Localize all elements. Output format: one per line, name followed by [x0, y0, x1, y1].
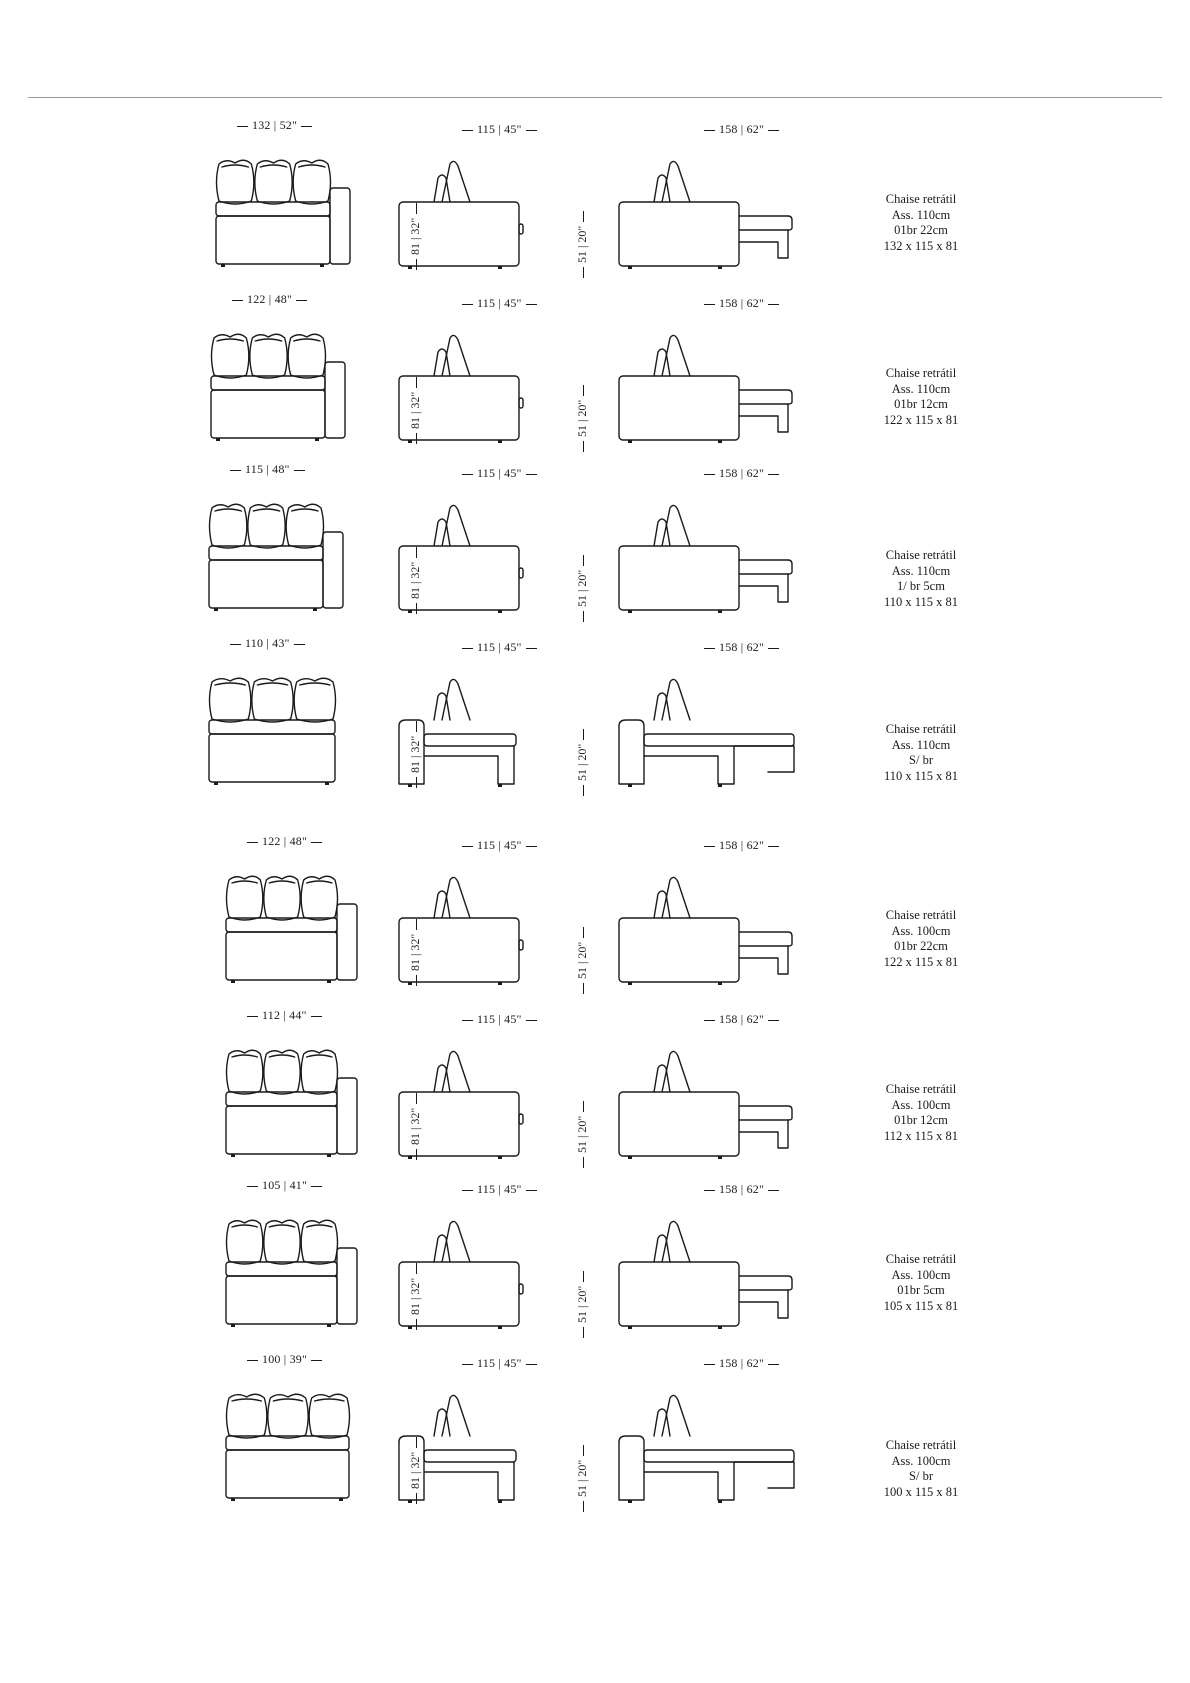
side-view-drawing [398, 1218, 588, 1328]
foot [214, 782, 218, 785]
seat-cushion [644, 734, 794, 746]
foot [216, 438, 220, 441]
arm-handle [519, 398, 523, 408]
variant-description [856, 366, 986, 428]
back-cushion [301, 1220, 337, 1264]
seat-height-dimension [575, 385, 590, 452]
side-view-drawing [398, 332, 588, 442]
seat-height-dimension-label: 51 | 20" [575, 941, 589, 979]
side-view-drawing [398, 1392, 588, 1502]
back-cushion [662, 1395, 690, 1436]
seat-cushion [644, 1450, 794, 1462]
back-cushion [227, 876, 263, 920]
chaise-base [739, 574, 788, 602]
foot [498, 1326, 502, 1329]
foot [231, 1498, 235, 1501]
height-dimension-label: 81 | 32" [408, 217, 422, 255]
front-width-dimension-label: 105 | 41" [262, 1178, 308, 1192]
front-view-drawing [225, 1218, 367, 1328]
back-cushion [248, 504, 285, 548]
front-width-dimension [232, 292, 307, 307]
front-width-dimension-label: 100 | 39" [262, 1352, 308, 1366]
base-profile [619, 726, 734, 784]
back-cushion [654, 693, 670, 720]
arm-handle [519, 1284, 523, 1294]
arm-panel [619, 376, 739, 440]
front-view-drawing [208, 502, 353, 612]
foot [628, 982, 632, 985]
variant-row [0, 834, 1190, 1009]
arm-handle [519, 1114, 523, 1124]
armrest [323, 532, 343, 608]
height-dimension-label: 81 | 32" [408, 1107, 422, 1145]
back-frame [619, 1436, 644, 1472]
side-depth-dimension-label: 115 | 45" [477, 122, 522, 136]
back-cushion [662, 335, 690, 376]
front-view-drawing [225, 874, 367, 984]
side-view-open-drawing [618, 332, 808, 442]
back-cushion [286, 504, 323, 548]
back-frame [619, 720, 644, 756]
front-width-dimension [247, 1352, 322, 1367]
back-cushion [662, 505, 690, 546]
foot [339, 1498, 343, 1501]
arm-panel [619, 918, 739, 982]
variant-row [0, 292, 1190, 467]
open-depth-dimension [704, 1182, 779, 1197]
side-view-open-drawing [618, 502, 808, 612]
open-depth-dimension-label: 158 | 62" [719, 466, 765, 480]
armrest [330, 188, 350, 264]
front-width-dimension [247, 1178, 322, 1193]
foot [718, 1500, 722, 1503]
foot [327, 1324, 331, 1327]
height-dimension-label: 81 | 32" [408, 391, 422, 429]
open-depth-dimension [704, 122, 779, 137]
back-cushion [654, 891, 670, 918]
back-cushion [662, 877, 690, 918]
back-cushion [210, 678, 251, 722]
back-cushion [662, 1051, 690, 1092]
variant-description [856, 908, 986, 970]
seat-height-dimension [575, 555, 590, 622]
back-cushion [654, 349, 670, 376]
front-width-dimension [230, 462, 305, 477]
chaise-base [739, 1290, 788, 1318]
variant-description [856, 192, 986, 254]
foot [498, 982, 502, 985]
foot [628, 1326, 632, 1329]
foot [231, 1324, 235, 1327]
back-cushion [442, 1051, 470, 1092]
foot [327, 1154, 331, 1157]
back-cushion [288, 334, 325, 378]
back-cushion [252, 678, 293, 722]
description-line: 110 x 115 x 81 [883, 768, 959, 783]
description-line: 122 x 115 x 81 [883, 954, 959, 969]
foot [221, 264, 225, 267]
foot [214, 608, 218, 611]
back-cushion [442, 505, 470, 546]
back-cushion [293, 160, 330, 204]
open-depth-dimension-label: 158 | 62" [719, 640, 765, 654]
foot [231, 980, 235, 983]
description-line: 122 x 115 x 81 [883, 412, 959, 427]
back-cushion [442, 1395, 470, 1436]
back-cushion [227, 1220, 263, 1264]
description-line: 105 x 115 x 81 [883, 1298, 959, 1313]
description-line: Ass. 100cm [891, 1267, 951, 1282]
variant-row [0, 1352, 1190, 1527]
foot [498, 1500, 502, 1503]
description-line: 132 x 115 x 81 [883, 238, 959, 253]
seat-height-dimension-label: 51 | 20" [575, 399, 589, 437]
side-depth-dimension-label: 115 | 45" [477, 296, 522, 310]
chaise-extension [739, 1106, 792, 1120]
arm-panel [619, 546, 739, 610]
foot [718, 440, 722, 443]
back-cushion [227, 1050, 263, 1094]
description-line: 112 x 115 x 81 [883, 1128, 959, 1143]
back-cushion [434, 519, 450, 546]
height-dimension [408, 547, 423, 614]
arm-handle [519, 940, 523, 950]
front-width-dimension-label: 110 | 43" [245, 636, 290, 650]
description-line: Ass. 100cm [891, 1097, 951, 1112]
description-line: Chaise retrátil [885, 908, 957, 922]
back-cushion [442, 161, 470, 202]
front-width-dimension [247, 834, 322, 849]
side-depth-dimension-label: 115 | 45" [477, 1356, 522, 1370]
description-line: S/ br [909, 1469, 933, 1483]
height-dimension [408, 721, 423, 788]
back-cushion [294, 678, 335, 722]
back-cushion [654, 175, 670, 202]
side-view-drawing [398, 502, 588, 612]
description-line: 110 x 115 x 81 [883, 594, 959, 609]
side-view-drawing [398, 158, 588, 268]
open-depth-dimension [704, 640, 779, 655]
sofa-base [209, 560, 323, 608]
side-view-drawing [398, 1048, 588, 1158]
description-line: Ass. 110cm [891, 381, 951, 396]
foot [628, 1156, 632, 1159]
seat-height-dimension-label: 51 | 20" [575, 743, 589, 781]
chaise-base [739, 1120, 788, 1148]
open-depth-dimension-label: 158 | 62" [719, 1356, 765, 1370]
seat-height-dimension [575, 1101, 590, 1168]
front-view-drawing [225, 1048, 367, 1158]
chaise-extension [739, 216, 792, 230]
back-cushion [210, 504, 247, 548]
foot [628, 440, 632, 443]
foot [718, 982, 722, 985]
back-cushion [434, 891, 450, 918]
back-cushion [662, 679, 690, 720]
seat-height-dimension-label: 51 | 20" [575, 1115, 589, 1153]
height-dimension [408, 1437, 423, 1504]
description-line: Chaise retrátil [885, 192, 957, 206]
back-cushion [434, 1065, 450, 1092]
description-line: 1/ br 5cm [897, 579, 945, 593]
front-width-dimension-label: 112 | 44" [262, 1008, 307, 1022]
foot [498, 266, 502, 269]
foot [628, 266, 632, 269]
foot [718, 784, 722, 787]
arm-handle [519, 224, 523, 234]
foot [313, 608, 317, 611]
front-view-drawing [215, 158, 360, 268]
seat-height-dimension-label: 51 | 20" [575, 1285, 589, 1323]
back-cushion [227, 1394, 267, 1438]
chaise-extension [739, 1276, 792, 1290]
back-cushion [264, 1050, 300, 1094]
height-dimension-label: 81 | 32" [408, 1277, 422, 1315]
foot [327, 980, 331, 983]
height-dimension [408, 377, 423, 444]
back-cushion [654, 519, 670, 546]
side-view-open-drawing [618, 1392, 808, 1502]
side-view-open-drawing [618, 874, 808, 984]
armrest [337, 1248, 357, 1324]
front-width-dimension [230, 636, 305, 651]
back-cushion [662, 1221, 690, 1262]
chaise-base [739, 230, 788, 258]
open-depth-dimension [704, 466, 779, 481]
seat-height-dimension [575, 729, 590, 796]
height-dimension-label: 81 | 32" [408, 561, 422, 599]
seat-height-dimension [575, 211, 590, 278]
back-cushion [264, 876, 300, 920]
height-dimension [408, 919, 423, 986]
back-cushion [442, 1221, 470, 1262]
variant-description [856, 722, 986, 784]
arm-panel [619, 1092, 739, 1156]
description-line: 01br 22cm [894, 223, 948, 237]
variant-description [856, 1438, 986, 1500]
front-view-drawing [210, 332, 355, 442]
chaise-extension [734, 746, 794, 772]
side-view-open-drawing [618, 158, 808, 268]
seat-cushion [424, 734, 516, 746]
sofa-base [209, 734, 335, 782]
side-view-open-drawing [618, 1218, 808, 1328]
description-line: 01br 5cm [897, 1283, 945, 1297]
description-line: 100 x 115 x 81 [883, 1484, 959, 1499]
height-dimension [408, 203, 423, 270]
chaise-extension [739, 560, 792, 574]
open-depth-dimension-label: 158 | 62" [719, 296, 765, 310]
foot [718, 266, 722, 269]
side-depth-dimension [462, 838, 537, 853]
back-cushion [442, 877, 470, 918]
foot [628, 1500, 632, 1503]
foot [498, 784, 502, 787]
front-width-dimension [247, 1008, 322, 1023]
foot [498, 440, 502, 443]
back-cushion [442, 679, 470, 720]
front-width-dimension-label: 115 | 48" [245, 462, 290, 476]
side-depth-dimension [462, 1356, 537, 1371]
sofa-base [226, 1276, 337, 1324]
sofa-base [226, 1106, 337, 1154]
description-line: Ass. 110cm [891, 207, 951, 222]
header-divider [28, 97, 1162, 98]
chaise-base [739, 404, 788, 432]
variant-description [856, 1252, 986, 1314]
back-cushion [301, 1050, 337, 1094]
seat-height-dimension-label: 51 | 20" [575, 1459, 589, 1497]
seat-cushion [424, 1450, 516, 1462]
armrest [337, 904, 357, 980]
chaise-extension [739, 932, 792, 946]
foot [628, 784, 632, 787]
side-view-drawing [398, 874, 588, 984]
variant-row [0, 118, 1190, 293]
back-cushion [654, 1409, 670, 1436]
seat-height-dimension-label: 51 | 20" [575, 569, 589, 607]
open-depth-dimension-label: 158 | 62" [719, 122, 765, 136]
description-line: Ass. 110cm [891, 563, 951, 578]
side-view-open-drawing [618, 676, 808, 786]
front-width-dimension [237, 118, 312, 133]
chaise-extension [734, 1462, 794, 1488]
back-cushion [250, 334, 287, 378]
back-cushion [654, 1235, 670, 1262]
chaise-base [739, 946, 788, 974]
foot [498, 610, 502, 613]
side-depth-dimension [462, 640, 537, 655]
front-width-dimension-label: 132 | 52" [252, 118, 298, 132]
back-cushion [434, 349, 450, 376]
side-depth-dimension-label: 115 | 45" [477, 640, 522, 654]
seat-height-dimension [575, 1271, 590, 1338]
sofa-base [226, 1450, 349, 1498]
side-depth-dimension-label: 115 | 45" [477, 466, 522, 480]
description-line: Ass. 110cm [891, 737, 951, 752]
foot [231, 1154, 235, 1157]
height-dimension-label: 81 | 32" [408, 735, 422, 773]
armrest [337, 1078, 357, 1154]
variant-description [856, 548, 986, 610]
variant-description [856, 1082, 986, 1144]
description-line: Ass. 100cm [891, 1453, 951, 1468]
front-width-dimension-label: 122 | 48" [262, 834, 308, 848]
side-view-open-drawing [618, 1048, 808, 1158]
front-view-drawing [225, 1392, 367, 1502]
side-depth-dimension [462, 1012, 537, 1027]
open-depth-dimension-label: 158 | 62" [719, 1182, 765, 1196]
side-depth-dimension-label: 115 | 45" [477, 838, 522, 852]
description-line: Chaise retrátil [885, 1082, 957, 1096]
open-depth-dimension [704, 1012, 779, 1027]
side-depth-dimension [462, 1182, 537, 1197]
open-depth-dimension [704, 838, 779, 853]
height-dimension-label: 81 | 32" [408, 1451, 422, 1489]
arm-panel [619, 202, 739, 266]
foot [315, 438, 319, 441]
foot [325, 782, 329, 785]
description-line: 01br 22cm [894, 939, 948, 953]
back-cushion [654, 1065, 670, 1092]
open-depth-dimension-label: 158 | 62" [719, 1012, 765, 1026]
back-cushion [434, 1235, 450, 1262]
seat-height-dimension-label: 51 | 20" [575, 225, 589, 263]
side-depth-dimension [462, 466, 537, 481]
description-line: Chaise retrátil [885, 366, 957, 380]
back-cushion [255, 160, 292, 204]
foot [718, 1326, 722, 1329]
back-cushion [442, 335, 470, 376]
height-dimension-label: 81 | 32" [408, 933, 422, 971]
chaise-extension [739, 390, 792, 404]
seat-height-dimension [575, 927, 590, 994]
description-line: 01br 12cm [894, 397, 948, 411]
variant-row [0, 636, 1190, 811]
seat-height-dimension [575, 1445, 590, 1512]
back-cushion [264, 1220, 300, 1264]
height-dimension [408, 1093, 423, 1160]
sofa-base [226, 932, 337, 980]
back-cushion [309, 1394, 349, 1438]
back-cushion [268, 1394, 308, 1438]
back-cushion [434, 175, 450, 202]
back-cushion [217, 160, 254, 204]
description-line: Chaise retrátil [885, 722, 957, 736]
sofa-base [211, 390, 325, 438]
foot [718, 1156, 722, 1159]
front-view-drawing [208, 676, 353, 786]
side-depth-dimension-label: 115 | 45" [477, 1182, 522, 1196]
description-line: 01br 12cm [894, 1113, 948, 1127]
arm-panel [619, 1262, 739, 1326]
back-cushion [662, 161, 690, 202]
variant-row [0, 462, 1190, 637]
foot [718, 610, 722, 613]
sofa-base [216, 216, 330, 264]
foot [628, 610, 632, 613]
back-cushion [301, 876, 337, 920]
back-cushion [212, 334, 249, 378]
open-depth-dimension [704, 1356, 779, 1371]
foot [320, 264, 324, 267]
side-depth-dimension-label: 115 | 45" [477, 1012, 522, 1026]
arm-handle [519, 568, 523, 578]
back-cushion [434, 693, 450, 720]
variant-row [0, 1178, 1190, 1353]
description-line: Chaise retrátil [885, 548, 957, 562]
open-depth-dimension-label: 158 | 62" [719, 838, 765, 852]
side-view-drawing [398, 676, 588, 786]
foot [498, 1156, 502, 1159]
armrest [325, 362, 345, 438]
description-line: Chaise retrátil [885, 1438, 957, 1452]
open-depth-dimension [704, 296, 779, 311]
back-cushion [434, 1409, 450, 1436]
variant-row [0, 1008, 1190, 1183]
description-line: S/ br [909, 753, 933, 767]
description-line: Chaise retrátil [885, 1252, 957, 1266]
description-line: Ass. 100cm [891, 923, 951, 938]
height-dimension [408, 1263, 423, 1330]
front-width-dimension-label: 122 | 48" [247, 292, 293, 306]
side-depth-dimension [462, 122, 537, 137]
side-depth-dimension [462, 296, 537, 311]
